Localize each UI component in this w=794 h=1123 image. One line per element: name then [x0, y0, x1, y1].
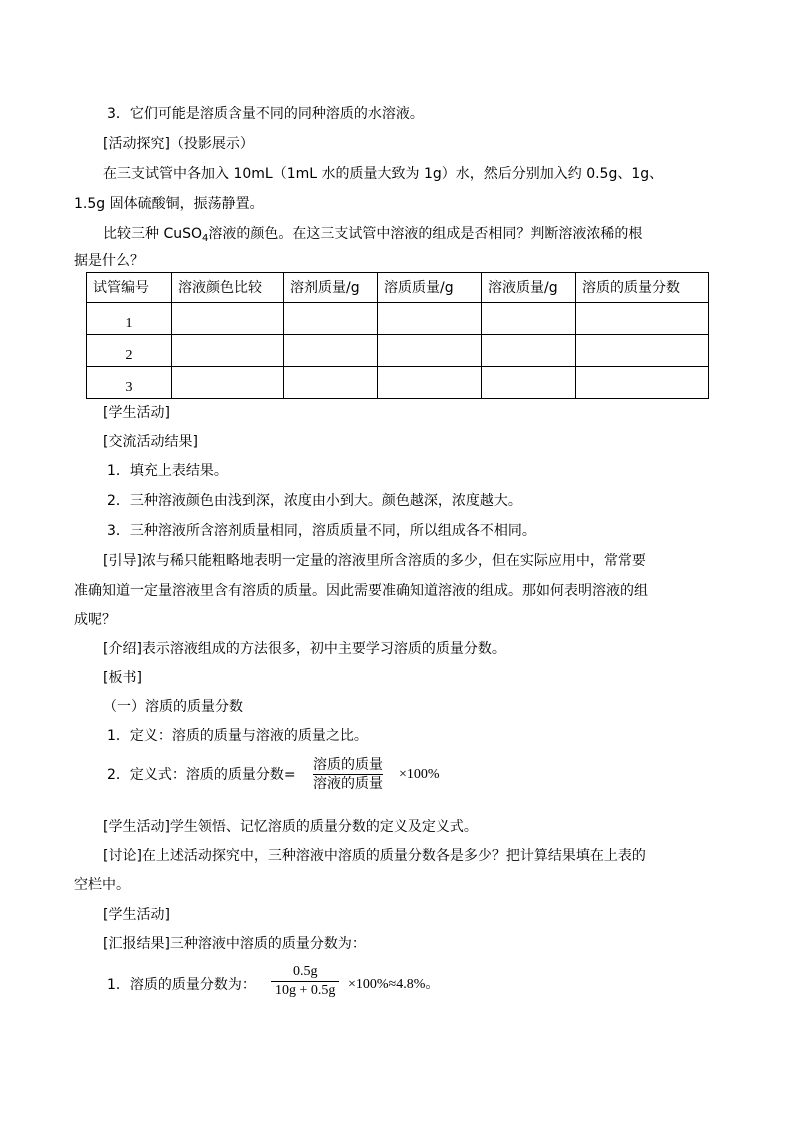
section-label-student-activity: [学生活动] — [103, 405, 170, 421]
table-cell — [172, 303, 284, 335]
table-cell-tube-number: 1 — [87, 303, 172, 335]
table-cell-tube-number: 3 — [87, 367, 172, 399]
table-cell — [482, 303, 576, 335]
section-label-activity: [活动探究]（投影展示） — [103, 136, 254, 152]
formula-fraction — [313, 756, 383, 793]
calculation-tail: ×100%≈4.8%。 — [348, 977, 440, 992]
formula-denominator: 溶液的质量 — [313, 776, 383, 792]
paragraph-discussion-2: 空栏中。 — [74, 877, 130, 893]
table-header-cell: 溶质的质量分数 — [576, 273, 709, 303]
paragraph-report-results: [汇报结果]三种溶液中溶质的质量分数为： — [103, 936, 366, 952]
table-cell-tube-number: 2 — [87, 335, 172, 367]
paragraph-discussion-1: [讨论]在上述活动探究中，三种溶液中溶质的质量分数各是多少？把计算结果填在上表的 — [103, 848, 646, 864]
paragraph-guide-3: 成呢？ — [74, 612, 116, 628]
table-row — [87, 335, 709, 367]
calculation-fraction — [271, 963, 339, 1000]
section-heading-mass-fraction: （一）溶质的质量分数 — [103, 699, 243, 715]
table-header-cell: 溶质质量/g — [378, 273, 482, 303]
definition-item-1: 1．定义：溶质的质量与溶液的质量之比。 — [107, 728, 368, 744]
table-header-cell: 溶液颜色比较 — [172, 273, 284, 303]
table-row — [87, 303, 709, 335]
section-label-blackboard: [板书] — [103, 670, 142, 686]
formula-numerator: 溶质的质量 — [313, 757, 383, 773]
paragraph-question-1 — [103, 224, 642, 244]
paragraph-introduction: [介绍]表示溶液组成的方法很多，初中主要学习溶质的质量分数。 — [103, 641, 506, 657]
section-label-exchange-results: [交流活动结果] — [103, 434, 198, 450]
table-cell — [378, 367, 482, 399]
table-header-cell: 溶剂质量/g — [284, 273, 378, 303]
calculation-denominator: 10g + 0.5g — [275, 983, 336, 998]
paragraph-guide-2: 准确知道一定量溶液里含有溶质的质量。因此需要准确知道溶液的组成。那如何表明溶液的组 — [74, 583, 648, 599]
paragraph-guide-1: [引导]浓与稀只能粗略地表明一定量的溶液里所含溶质的多少，但在实际应用中，常常要 — [103, 553, 646, 569]
table-header-row — [87, 273, 709, 303]
paragraph-experiment-2: 1.5g 固体硫酸铜，振荡静置。 — [74, 196, 264, 212]
table-cell — [172, 335, 284, 367]
formula-tail: ×100% — [399, 767, 440, 782]
paragraph-question-2: 据是什么？ — [74, 253, 144, 269]
result-item-3: 3．三种溶液所含溶剂质量相同，溶质质量不同，所以组成各不相同。 — [107, 523, 536, 539]
table-cell — [482, 335, 576, 367]
table-cell — [284, 335, 378, 367]
table-cell — [576, 303, 709, 335]
table-cell — [576, 367, 709, 399]
subscript-4: 4 — [202, 233, 209, 244]
paragraph-student-activity-2: [学生活动]学生领悟、记忆溶质的质量分数的定义及定义式。 — [103, 819, 478, 835]
table-cell — [284, 303, 378, 335]
table-cell — [378, 303, 482, 335]
table-cell — [172, 367, 284, 399]
table-cell — [378, 335, 482, 367]
table-cell — [576, 335, 709, 367]
question-text-b: 溶液的颜色。在这三支试管中溶液的组成是否相同？判断溶液浓稀的根 — [208, 226, 643, 242]
section-label-student-activity-3: [学生活动] — [103, 907, 170, 923]
table-header-cell: 试管编号 — [87, 273, 172, 303]
result-item-1: 1．填充上表结果。 — [107, 463, 228, 479]
table-cell — [482, 367, 576, 399]
calculation-item-1-label: 1．溶质的质量分数为： — [107, 977, 256, 993]
question-text-a: 比较三种 CuSO — [103, 226, 203, 242]
result-item-2: 2．三种溶液颜色由浅到深，浓度由小到大。颜色越深，浓度越大。 — [107, 493, 522, 509]
paragraph-item-3: 3．它们可能是溶质含量不同的同种溶质的水溶液。 — [107, 106, 424, 122]
paragraph-experiment-1: 在三支试管中各加入 10mL（1mL 水的质量大致为 1g）水，然后分别加入约 0.5g、1g、 — [103, 166, 664, 182]
table-header-cell: 溶液质量/g — [482, 273, 576, 303]
definition-formula-label: 2．定义式：溶质的质量分数= — [107, 767, 296, 783]
table-row — [87, 367, 709, 399]
calculation-numerator: 0.5g — [292, 964, 318, 979]
table-cell — [284, 367, 378, 399]
experiment-table — [86, 272, 709, 399]
